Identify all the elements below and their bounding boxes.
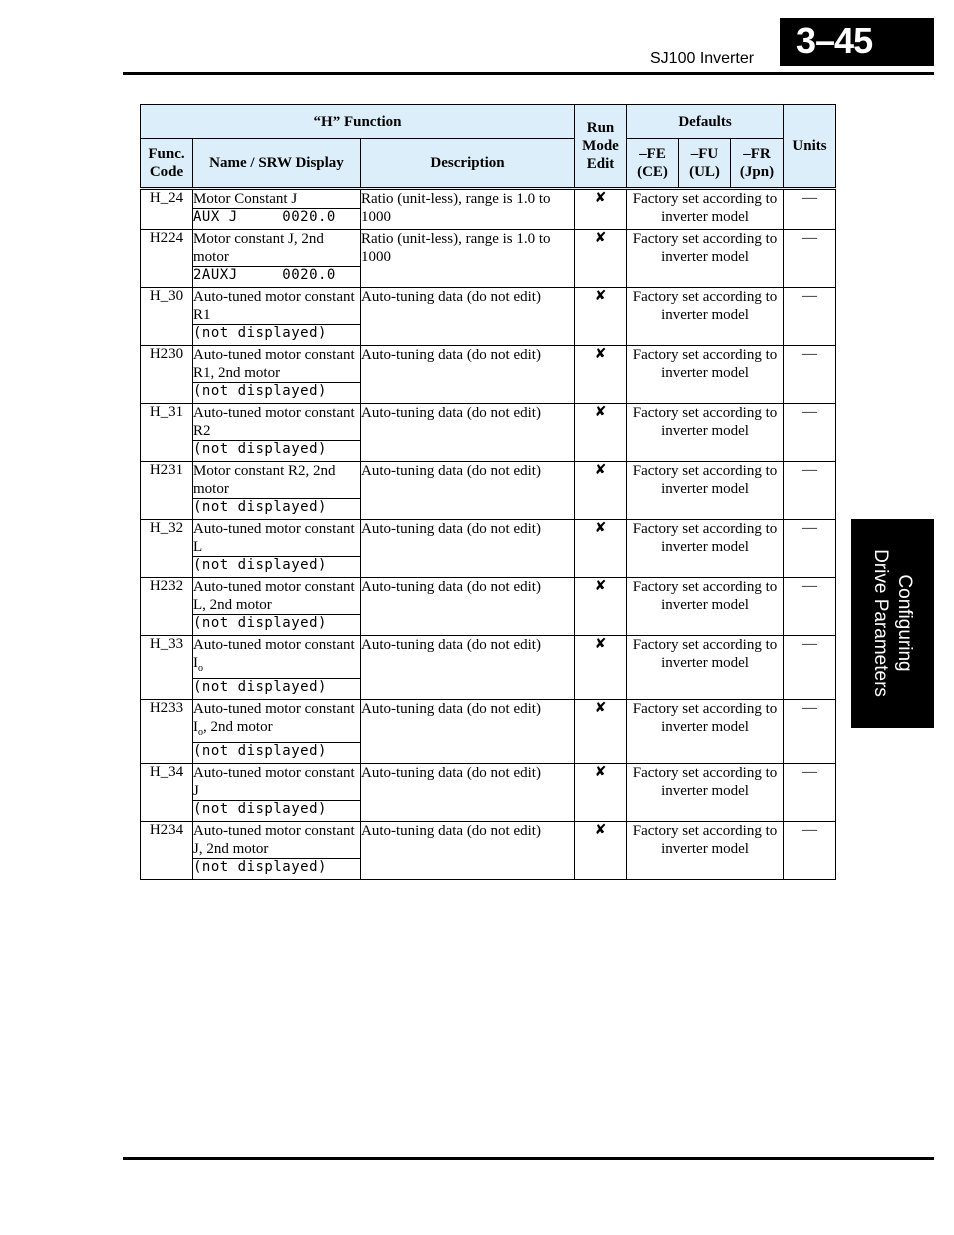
table-row — [141, 404, 836, 441]
group-header-defaults: Defaults — [627, 105, 784, 139]
srw-display-cell: 2AUXJ 0020.0 — [193, 267, 361, 288]
description-cell: Ratio (unit-less), range is 1.0 to 1000 — [361, 230, 575, 288]
name-cell: Motor Constant J — [193, 189, 361, 209]
description-cell: Auto-tuning data (do not edit) — [361, 404, 575, 462]
default-value-cell: Factory set according to inverter model — [627, 700, 784, 764]
srw-display-cell: (not displayed) — [193, 801, 361, 822]
description-cell: Auto-tuning data (do not edit) — [361, 636, 575, 700]
run-mode-edit-mark: ✘ — [575, 189, 627, 230]
header-default-fe: –FE (CE) — [627, 139, 679, 189]
default-value-cell: Factory set according to inverter model — [627, 346, 784, 404]
page-number: 3–45 — [780, 18, 934, 66]
default-value-cell: Factory set according to inverter model — [627, 288, 784, 346]
name-cell — [193, 700, 361, 743]
units-cell: — — [784, 189, 836, 230]
srw-display-cell: (not displayed) — [193, 859, 361, 880]
units-cell: — — [784, 822, 836, 880]
srw-display-cell: (not displayed) — [193, 499, 361, 520]
name-cell: Auto-tuned motor constant R2 — [193, 404, 361, 441]
units-cell: — — [784, 520, 836, 578]
run-mode-edit-mark: ✘ — [575, 346, 627, 404]
name-text: Auto-tuned motor constant I — [193, 637, 355, 671]
description-cell: Auto-tuning data (do not edit) — [361, 288, 575, 346]
func-code-cell: H231 — [141, 462, 193, 520]
name-cell: Auto-tuned motor constant R1 — [193, 288, 361, 325]
chapter-side-tab — [851, 519, 934, 728]
units-cell: — — [784, 288, 836, 346]
name-cell: Auto-tuned motor constant L, 2nd motor — [193, 578, 361, 615]
run-mode-edit-mark: ✘ — [575, 578, 627, 636]
description-cell: Auto-tuning data (do not edit) — [361, 520, 575, 578]
default-value-cell: Factory set according to inverter model — [627, 636, 784, 700]
description-cell: Ratio (unit-less), range is 1.0 to 1000 — [361, 189, 575, 230]
func-code-cell: H232 — [141, 578, 193, 636]
table-row — [141, 189, 836, 209]
name-text: Auto-tuned motor constant I — [193, 701, 355, 735]
header-name-srw: Name / SRW Display — [193, 139, 361, 189]
table-row — [141, 520, 836, 557]
default-value-cell: Factory set according to inverter model — [627, 764, 784, 822]
name-cell — [193, 636, 361, 679]
srw-display-cell: AUX J 0020.0 — [193, 209, 361, 230]
default-value-cell: Factory set according to inverter model — [627, 462, 784, 520]
side-tab-line-1: Configuring — [894, 574, 915, 672]
srw-display-cell: (not displayed) — [193, 441, 361, 462]
run-mode-edit-mark: ✘ — [575, 404, 627, 462]
table-row — [141, 700, 836, 743]
default-value-cell: Factory set according to inverter model — [627, 822, 784, 880]
description-cell: Auto-tuning data (do not edit) — [361, 822, 575, 880]
default-value-cell: Factory set according to inverter model — [627, 520, 784, 578]
units-cell: — — [784, 462, 836, 520]
srw-display-cell: (not displayed) — [193, 679, 361, 700]
name-cell: Auto-tuned motor constant R1, 2nd motor — [193, 346, 361, 383]
h-function-parameter-table — [140, 104, 836, 880]
default-value-cell: Factory set according to inverter model — [627, 230, 784, 288]
header-description: Description — [361, 139, 575, 189]
run-mode-edit-mark: ✘ — [575, 230, 627, 288]
default-value-cell: Factory set according to inverter model — [627, 404, 784, 462]
side-tab-line-2: Drive Parameters — [870, 549, 891, 697]
units-cell: — — [784, 230, 836, 288]
func-code-cell: H234 — [141, 822, 193, 880]
name-tail: , 2nd motor — [203, 719, 273, 735]
func-code-cell: H_32 — [141, 520, 193, 578]
func-code-cell: H_24 — [141, 189, 193, 230]
name-cell: Motor constant J, 2nd motor — [193, 230, 361, 267]
name-subscript: o — [198, 663, 203, 674]
default-value-cell: Factory set according to inverter model — [627, 189, 784, 230]
units-cell: — — [784, 404, 836, 462]
srw-display-cell: (not displayed) — [193, 615, 361, 636]
table-row — [141, 346, 836, 383]
name-subscript: o — [198, 727, 203, 738]
name-cell: Auto-tuned motor constant J — [193, 764, 361, 801]
description-cell: Auto-tuning data (do not edit) — [361, 578, 575, 636]
header-func-code: Func. Code — [141, 139, 193, 189]
table-row — [141, 288, 836, 325]
table-row — [141, 636, 836, 679]
table-row — [141, 462, 836, 499]
run-mode-edit-mark: ✘ — [575, 822, 627, 880]
run-mode-edit-mark: ✘ — [575, 764, 627, 822]
run-mode-edit-mark: ✘ — [575, 520, 627, 578]
name-cell: Motor constant R2, 2nd motor — [193, 462, 361, 499]
group-header-function: “H” Function — [141, 105, 575, 139]
srw-display-cell: (not displayed) — [193, 325, 361, 346]
header-default-fr: –FR (Jpn) — [731, 139, 784, 189]
srw-display-cell: (not displayed) — [193, 743, 361, 764]
header-units: Units — [784, 105, 836, 189]
description-cell: Auto-tuning data (do not edit) — [361, 462, 575, 520]
table-row — [141, 764, 836, 801]
run-mode-edit-mark: ✘ — [575, 700, 627, 764]
func-code-cell: H230 — [141, 346, 193, 404]
description-cell: Auto-tuning data (do not edit) — [361, 764, 575, 822]
description-cell: Auto-tuning data (do not edit) — [361, 700, 575, 764]
units-cell: — — [784, 764, 836, 822]
run-mode-edit-mark: ✘ — [575, 288, 627, 346]
description-cell: Auto-tuning data (do not edit) — [361, 346, 575, 404]
units-cell: — — [784, 636, 836, 700]
header-rule — [123, 72, 934, 75]
func-code-cell: H_33 — [141, 636, 193, 700]
units-cell: — — [784, 346, 836, 404]
running-title: SJ100 Inverter — [650, 50, 755, 67]
func-code-cell: H_30 — [141, 288, 193, 346]
footer-rule — [123, 1157, 934, 1160]
header-run-mode-edit: Run Mode Edit — [575, 105, 627, 189]
default-value-cell: Factory set according to inverter model — [627, 578, 784, 636]
func-code-cell: H224 — [141, 230, 193, 288]
table-row — [141, 578, 836, 615]
table-row — [141, 230, 836, 267]
run-mode-edit-mark: ✘ — [575, 636, 627, 700]
units-cell: — — [784, 578, 836, 636]
srw-display-cell: (not displayed) — [193, 383, 361, 404]
func-code-cell: H_34 — [141, 764, 193, 822]
name-cell: Auto-tuned motor constant L — [193, 520, 361, 557]
header-default-fu: –FU (UL) — [679, 139, 731, 189]
func-code-cell: H_31 — [141, 404, 193, 462]
func-code-cell: H233 — [141, 700, 193, 764]
table-row — [141, 822, 836, 859]
units-cell: — — [784, 700, 836, 764]
srw-display-cell: (not displayed) — [193, 557, 361, 578]
name-cell: Auto-tuned motor constant J, 2nd motor — [193, 822, 361, 859]
run-mode-edit-mark: ✘ — [575, 462, 627, 520]
